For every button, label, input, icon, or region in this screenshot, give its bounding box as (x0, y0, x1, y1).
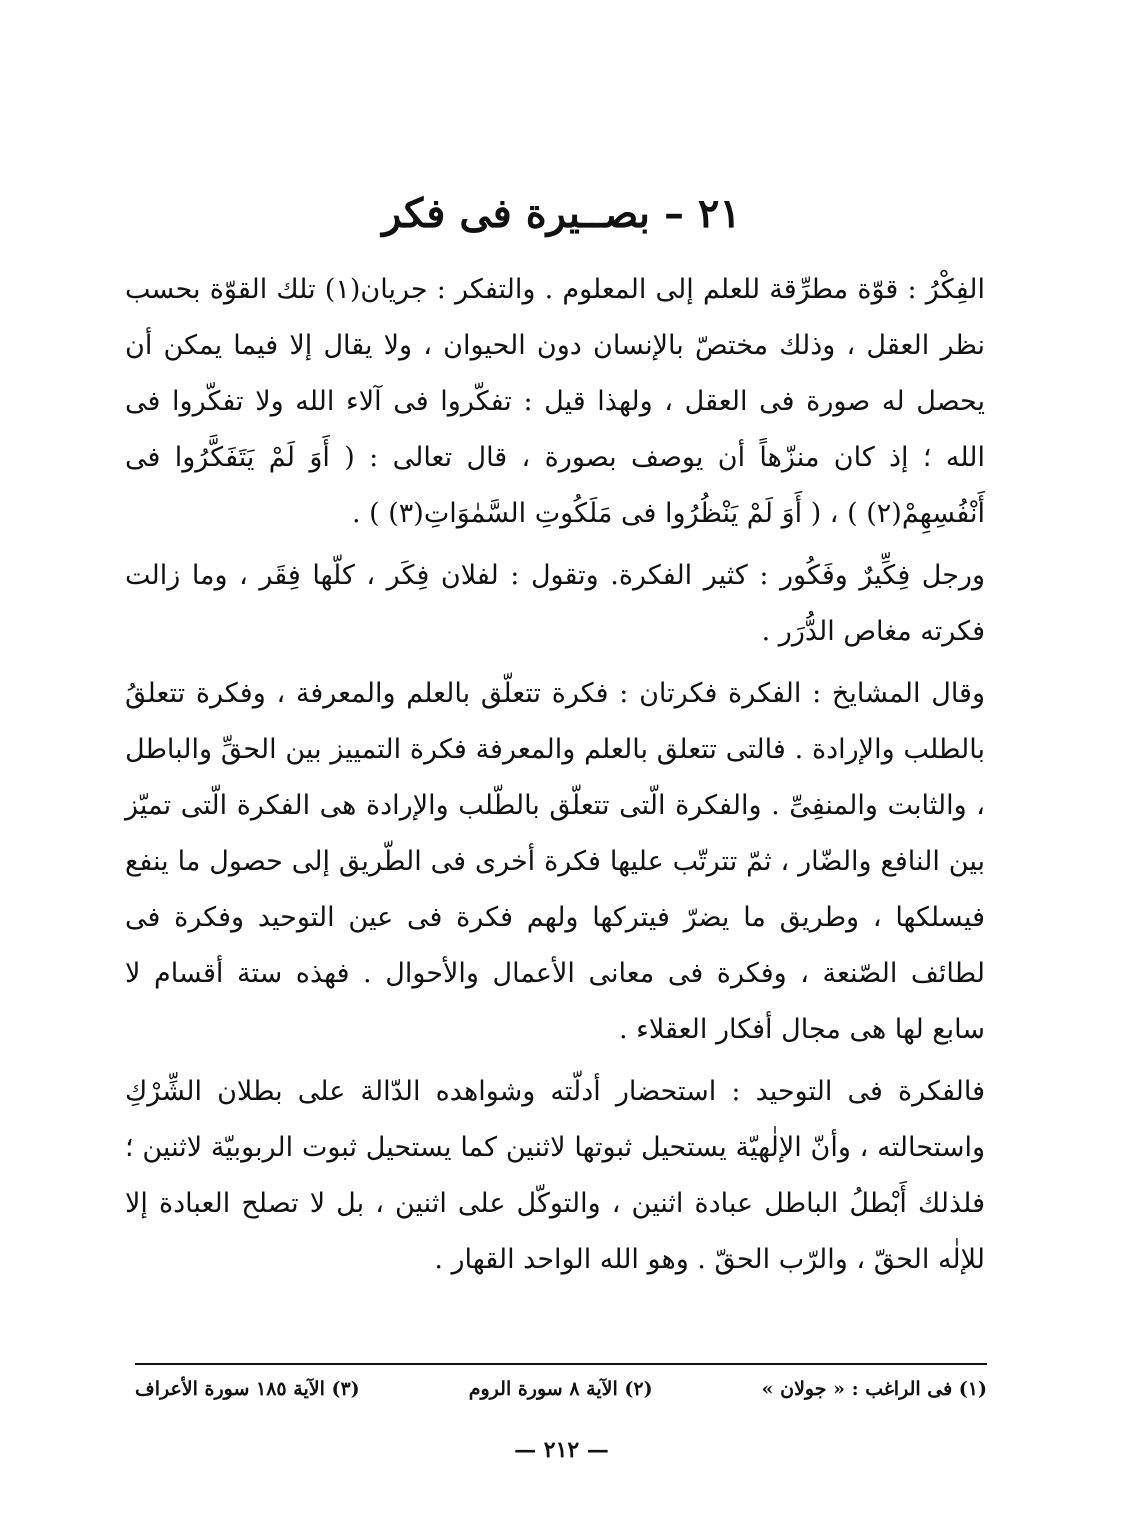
paragraph-3: وقال المشايخ : الفكرة فكرتان : فكرة تتعلّق بالعلم والمعرفة ، وفكرة تتعلقُ بالطلب والإرادة . فالتى تتعلق بالعلم والمعرفة فكرة التمييز بين الحقِّ والباطل ، والثابت والمنفِىِّ . والفكرة الّتى تتعلّق بالطّلب والإرادة هى الفكرة الّتى تميّز بين النافع والضّار ، ثمّ تترتّب عليها فكرة أخرى فى الطّريق إلى حصول ما ينفع فيسلكها ، وطريق ما يضرّ فيتركها ولهم فكرة فى عين التوحيد وفكرة فى لطائف الصّنعة ، وفكرة فى معانى الأعمال والأحوال . فهذه ستة أقسام لا سابع لها هى مجال أفكار العقلاء . (125, 678, 985, 1045)
section-title: ٢١ – بصــيرة فى فكر (382, 190, 741, 237)
footnote-separator (135, 1363, 987, 1365)
footnote-3: (٣) الآية ١٨٥ سورة الأعراف (135, 1378, 360, 1400)
paragraph-2: ورجل فِكِّيرٌ وفَكُور : كثير الفكرة. وتقول : لفلان فِكَر ، كلّها فِقَر ، وما زالت فكرته مغاص الدُّرَر . (125, 560, 985, 647)
page-number: — ٢١٢ — (514, 1437, 609, 1463)
body-text (125, 262, 985, 1288)
footnotes (135, 1372, 987, 1406)
footnote-2: (٢) الآية ٨ سورة الروم (468, 1378, 653, 1400)
paragraph-4: فالفكرة فى التوحيد : استحضار أدلّته وشواهده الدّالة على بطلان الشِّرْكِ واستحالته ، وأنّ الإلٰهيّة يستحيل ثبوتها لاثنين كما يستحيل ثبوت الربوبيّة لاثنين ؛ فلذلك أَبْطلُ الباطل عبادة اثنين ، والتوكّل على اثنين ، بل لا تصلح العبادة إلا للإلٰه الحقّ ، والرّب الحقّ . وهو الله الواحد القهار . (125, 1076, 985, 1275)
paragraph-1: الفِكْرُ : قوّة مطرِّقة للعلم إلى المعلوم . والتفكر : جريان(١) تلك القوّة بحسب نظر العقل ، وذلك مختصّ بالإنسان دون الحيوان ، ولا يقال إلا فيما يمكن أن يحصل له صورة فى العقل ، ولهذا قيل : تفكّروا فى آلاء الله ولا تفكّروا فى الله ؛ إذ كان منزّهاً أن يوصف بصورة ، قال تعالى : ( أَوَ لَمْ يَتَفَكَّرُوا فى أَنْفُسِهِمْ(٢) ) ، ( أَوَ لَمْ يَنْظُرُوا فى مَلَكُوتِ السَّمٰوَاتِ(٣) ) . (125, 274, 985, 529)
footnote-1: (١) فى الراغب : « جولان » (761, 1378, 987, 1400)
